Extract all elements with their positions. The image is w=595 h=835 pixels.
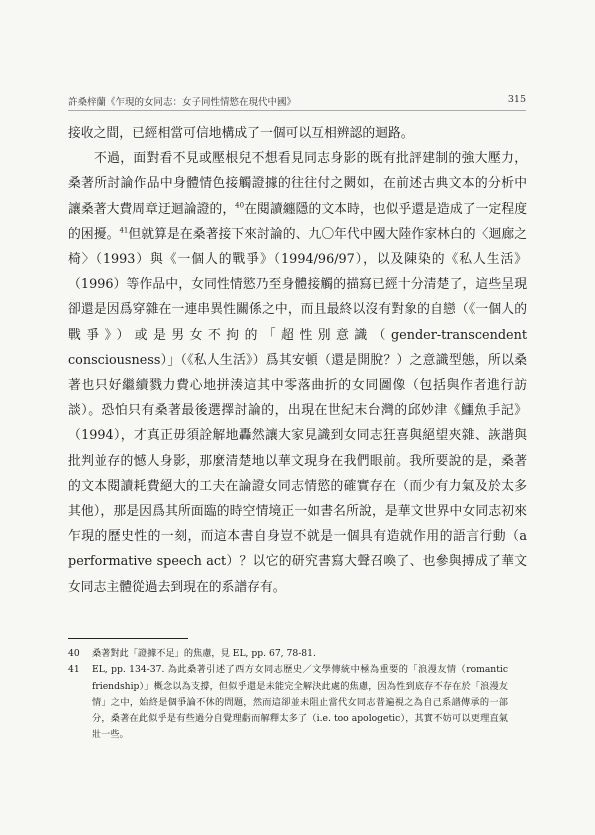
footnote-41: [68, 662, 508, 743]
running-header: [68, 94, 526, 108]
running-title: 許桑梓蘭《乍現的女同志：女子同性情慾在現代中國》: [68, 97, 297, 108]
footnote-40: [68, 646, 508, 662]
paragraph-main: [68, 146, 527, 600]
footnote-ref-40[interactable]: 40: [235, 201, 245, 210]
paragraph-segment-2: 在閱讀纏隱的文本時，也似乎還是造成了一定程度的困擾。: [68, 201, 527, 242]
body-text: [68, 121, 527, 600]
paragraph-continued: 接收之間，已經相當可信地構成了一個可以互相辨認的迴路。: [68, 126, 414, 141]
page-number: 315: [507, 94, 526, 105]
footnote-text: 桑著對此「證據不足」的焦慮，見 EL, pp. 67, 78-81.: [92, 648, 316, 659]
footnote-rule: [68, 638, 188, 639]
paragraph-segment-3: 但就算是在桑著接下來討論的、九〇年代中國大陸作家林白的〈迴廊之椅〉（1993）與《一個人的戰爭》（1994/96/97），以及陳染的《私人生活》（1996）等作品中，女同性情慾乃至身體接觸的描寫已經十分清楚了，這些呈現卻還是因爲穿雜在一連串異性關係之中，而且最終以沒有對象的自戀（《一個人的戰爭》）或是男女不拘的「超性別意識（gender-transcendent consciousness）」（《私人生活》）爲其安頓（還是開脫？）之意識型態，所以桑著也只好繼續戮力費心地拼湊這其中零落曲折的女同圖像（包括與作者進行訪談）。恐怕只有桑著最後選擇討論的，出現在世紀末台灣的邱妙津《鱷魚手記》（1994），才真正毋須詮解地轟然讓大家見識到女同志狂喜與絕望夾雜、詼諧與批判並存的憾人身影，那麼清楚地以華文現身在我們眼前。我所要說的是，桑著的文本閱讀耗費絕大的工夫在論證女同志情慾的確實存在（而少有力氣及於太多其他），那是因爲其所面臨的時空情境正一如書名所說，是華文世界中女同志初來乍現的歷史性的一刻，而這本書自身豈不就是一個具有造就作用的語言行動（a performative speech act）？以它的研究書寫大聲召喚了、也參與搏成了華文女同志主體從過去到現在的系譜存有。: [68, 226, 527, 595]
footnotes: [68, 646, 508, 744]
header-rule: [68, 110, 526, 111]
footnote-number: 40: [68, 648, 80, 659]
footnote-text: EL, pp. 134-37. 為此桑著引述了西方女同志歷史／文學傳統中極為重要的「浪漫友情（romantic friendship）」概念以為支撐，但似乎還是未能完全解決此處的焦慮，因為性到底存不存在於「浪漫友情」之中，始終是個爭論不休的問題，然而這卻並未阻止當代女同志普遍視之為自己系譜傳承的一部分，桑著在此似乎是有些過分自覺理虧而解釋太多了（i.e. too apologetic），其實不妨可以更理直氣壯一些。: [92, 664, 508, 741]
footnote-ref-41[interactable]: 41: [119, 226, 129, 235]
footnote-number: 41: [68, 664, 80, 676]
paragraph-segment-1: 不過，面對看不見或壓根兒不想看見同志身影的既有批評建制的強大壓力，桑著所討論作品中身體情色接觸證據的往往付之闕如，在前述古典文本的分析中讓桑著大費周章迂迴論證的，: [68, 151, 527, 217]
